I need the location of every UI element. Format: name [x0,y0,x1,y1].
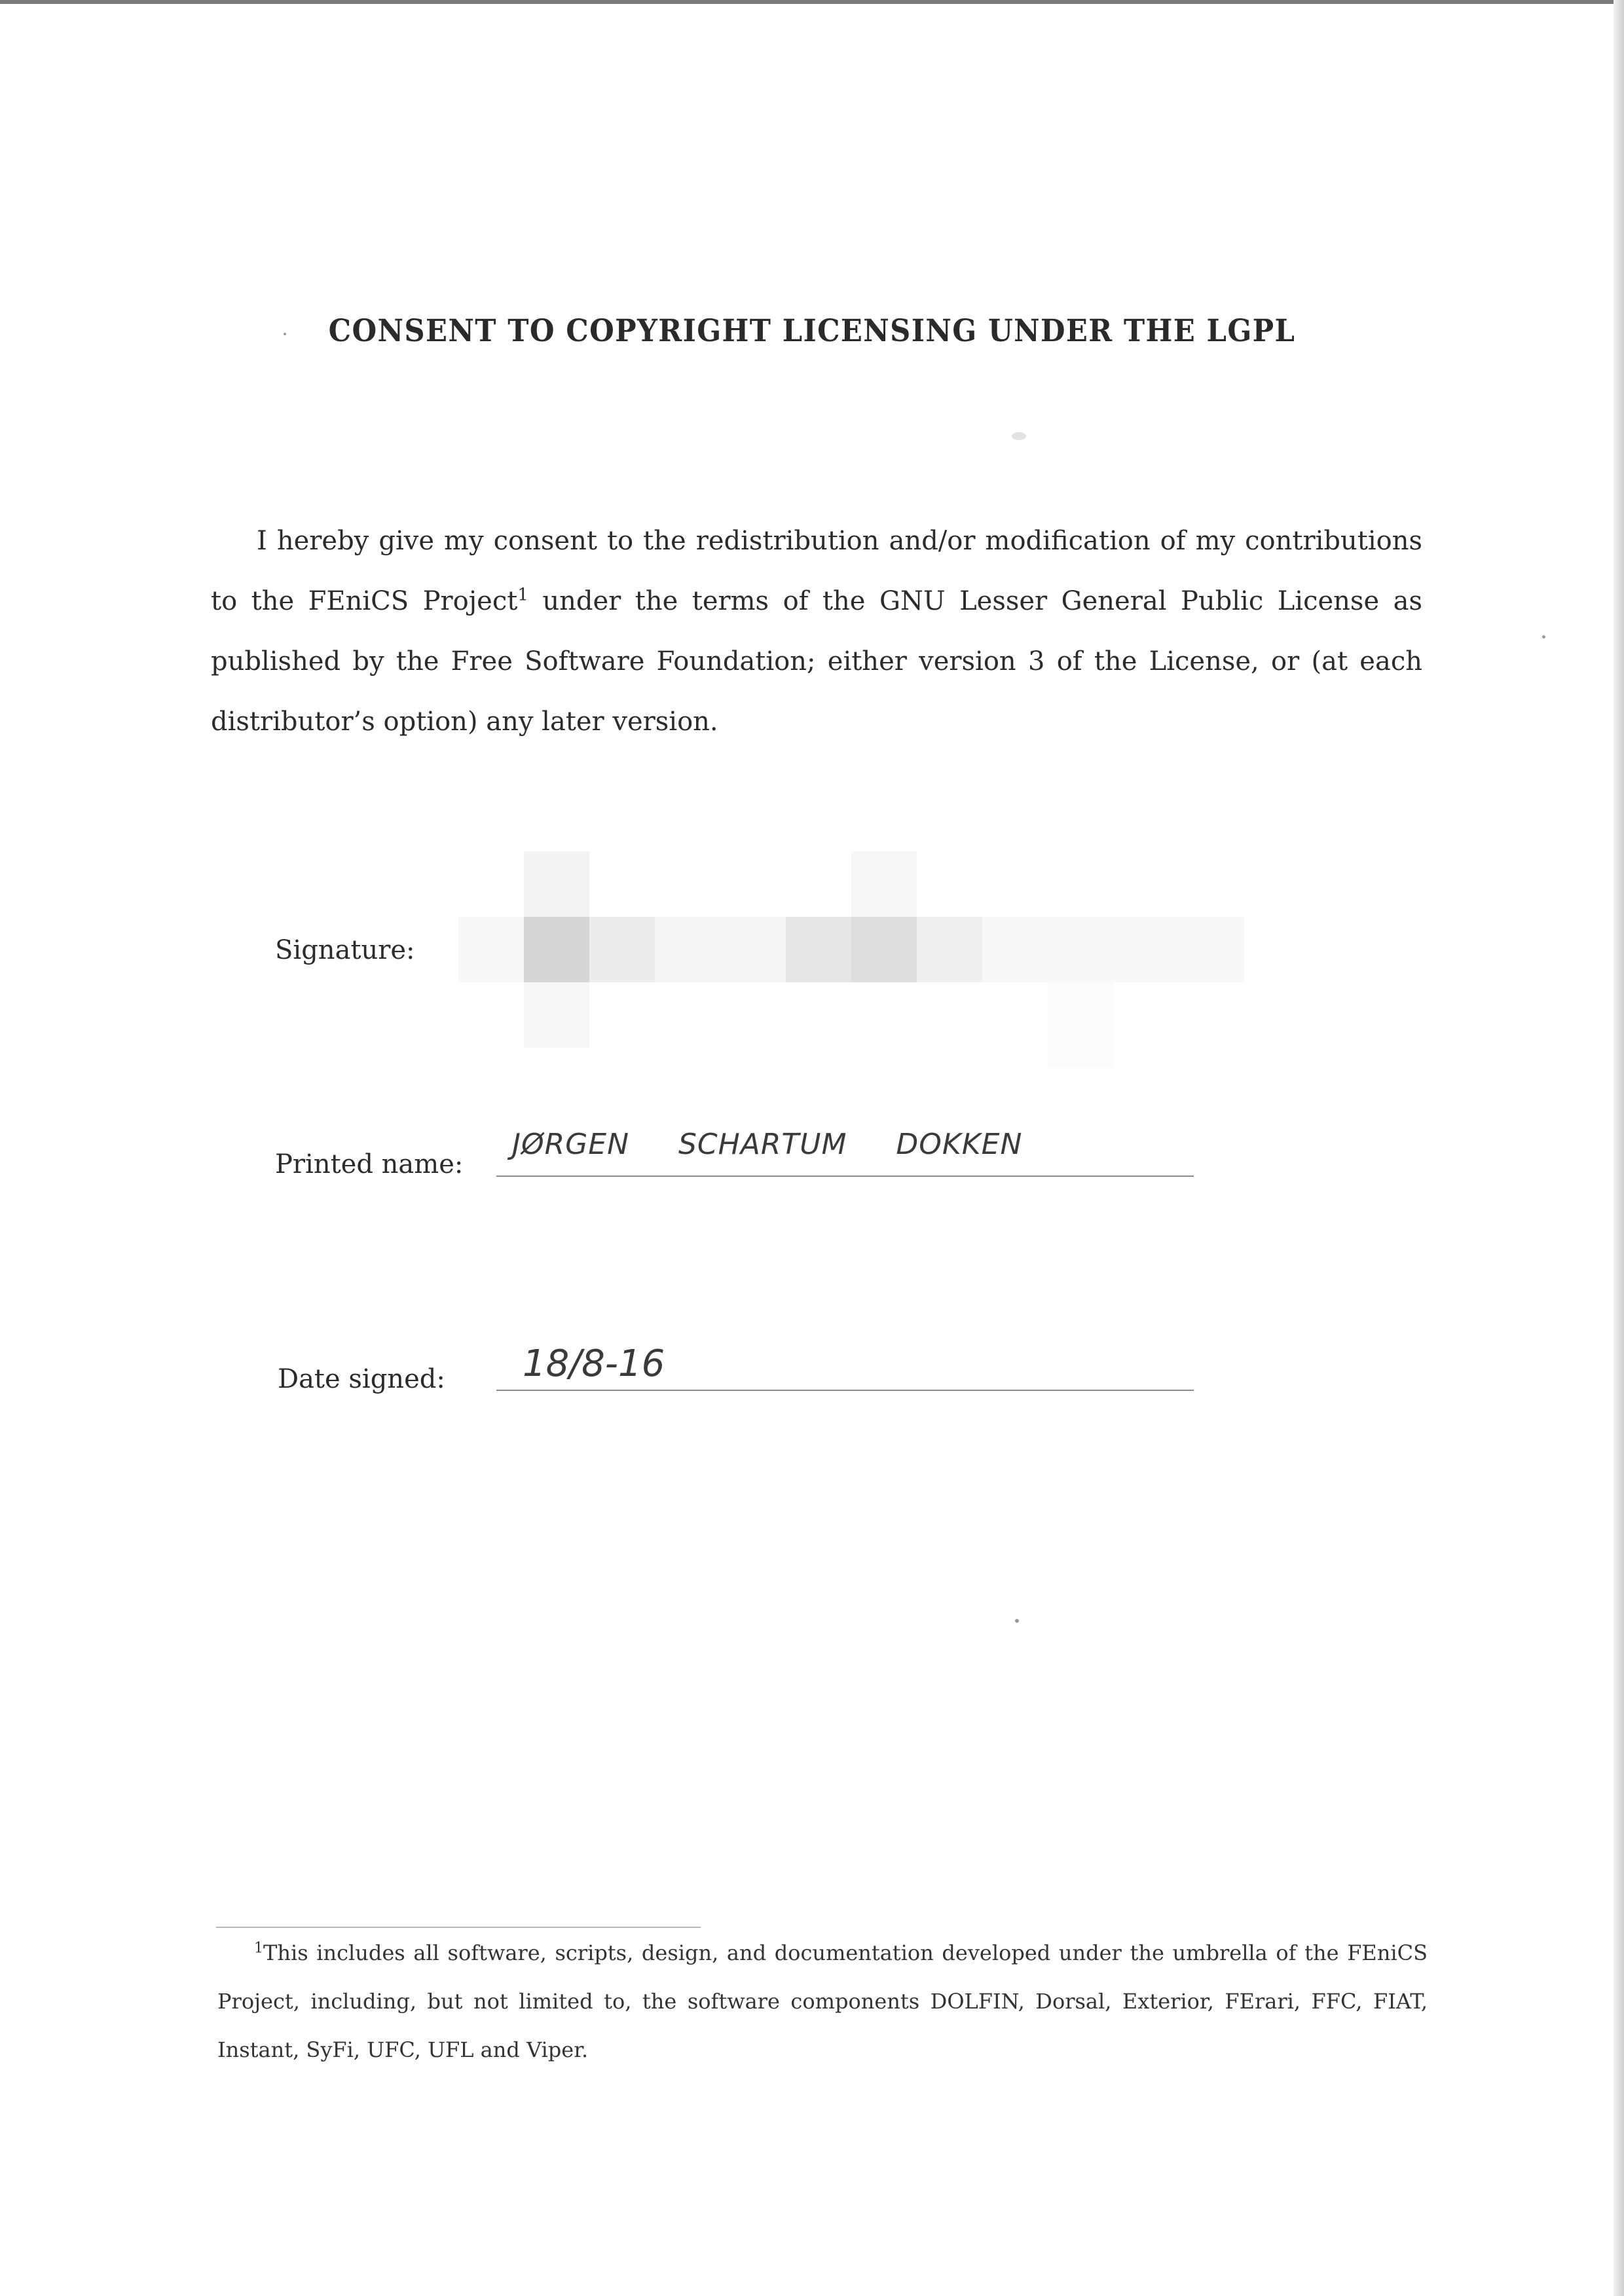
scan-right-edge [1614,0,1624,2296]
consent-paragraph [211,511,1422,752]
footnote-rule [216,1927,701,1928]
printed-name-label: Printed name: [275,1149,464,1179]
scan-speck [1015,1619,1019,1623]
consent-paragraph-part2: under the terms of the GNU Lesser General Public License as published by the Free Software Foundation; either version 3 of the License, or (at each distributor’s option) any later version. [211,586,1422,737]
printed-name-line [496,1176,1194,1177]
footnote [217,1929,1428,2074]
printed-name-value: JØRGEN SCHARTUM DOKKEN [512,1128,1023,1161]
consent-paragraph-part1: I hereby give my consent to the redistribution and/or modification of my contributions to the FEniCS Project [211,526,1422,616]
signature-label: Signature: [275,935,415,965]
scan-speck [284,333,286,335]
document-title: CONSENT TO COPYRIGHT LICENSING UNDER THE LGPL [328,313,1296,349]
scan-speck [1542,635,1545,639]
footnote-reference: 1 [517,585,528,605]
date-signed-label: Date signed: [278,1364,445,1394]
scan-top-edge [0,0,1624,4]
date-signed-line [496,1390,1194,1391]
date-signed-value: 18/8-16 [523,1342,665,1385]
footnote-text: This includes all software, scripts, design, and documentation developed under the umbrella of the FEniCS Project, including, but not limited to, the software components DOLFIN, Dorsal, Exterior, FErari, FFC, FIAT, Instant, SyFi, UFC, UFL and Viper. [217,1940,1428,2062]
scan-speck [1012,432,1026,440]
footnote-marker: 1 [254,1940,263,1957]
